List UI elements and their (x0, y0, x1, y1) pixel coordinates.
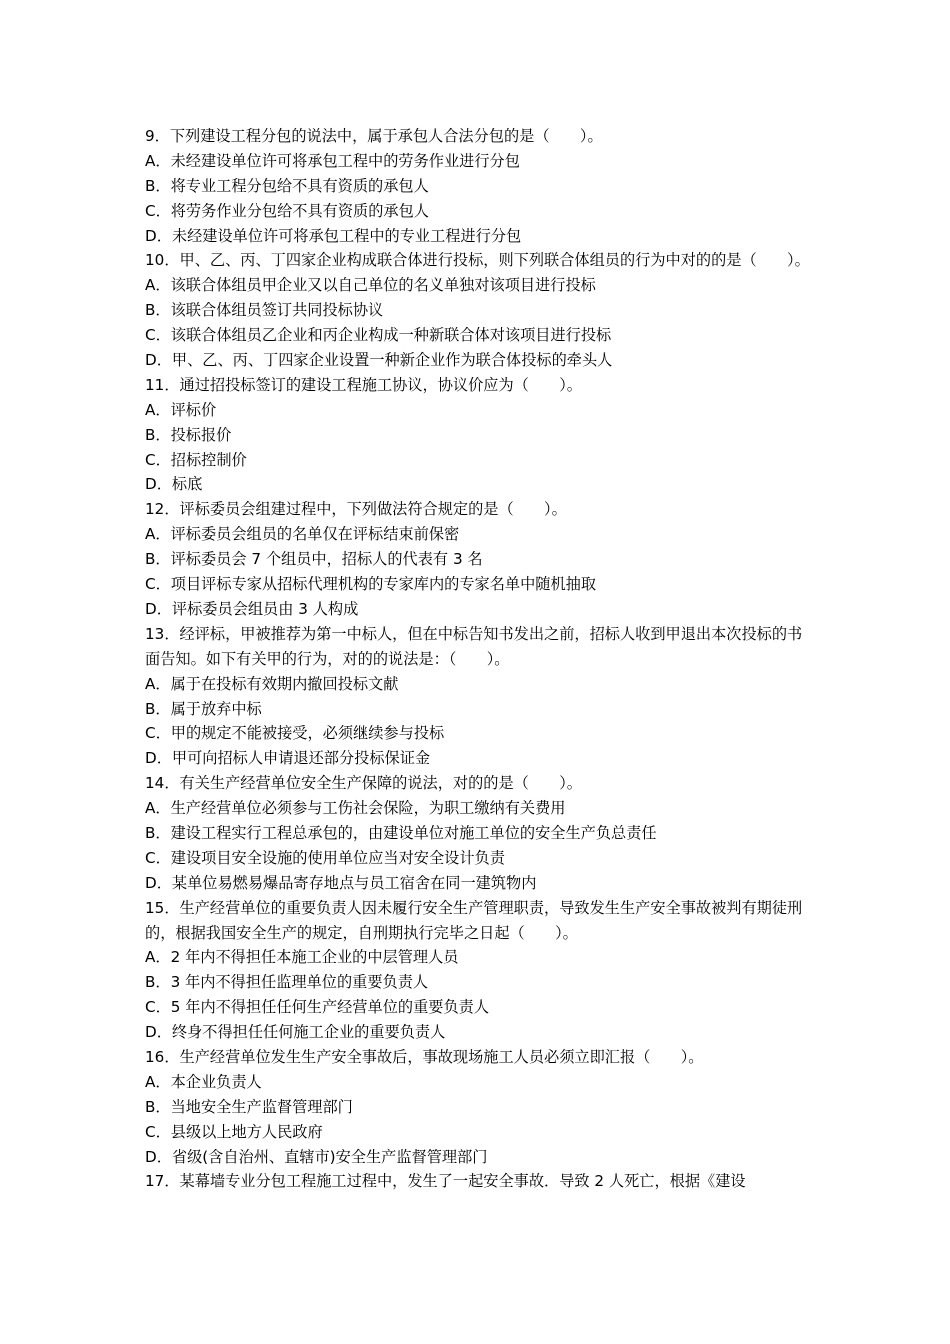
option-b: B．评标委员会 7 个组员中，招标人的代表有 3 名 (145, 550, 483, 569)
option-a: A．未经建设单位许可将承包工程中的劳务作业进行分包 (145, 151, 520, 170)
option-c: C．5 年内不得担任任何生产经营单位的重要负责人 (145, 998, 490, 1017)
question-stem: 15．生产经营单位的重要负责人因未履行安全生产管理职责，导致发生生产安全事故被判有期徒刑的，根据我国安全生产的规定，自刑期执行完毕之日起（ ）。 (145, 898, 803, 942)
option-c: C．该联合体组员乙企业和丙企业构成一种新联合体对该项目进行投标 (145, 326, 612, 345)
option-d: D．未经建设单位许可将承包工程中的专业工程进行分包 (145, 226, 522, 245)
question-stem: 11．通过招投标签订的建设工程施工协议，协议价应为（ ）。 (145, 375, 582, 394)
option-d: D．某单位易燃易爆品寄存地点与员工宿舍在同一建筑物内 (145, 873, 537, 892)
option-a: A．该联合体组员甲企业又以自己单位的名义单独对该项目进行投标 (145, 276, 596, 295)
question-stem: 13．经评标，甲被推荐为第一中标人，但在中标告知书发出之前，招标人收到甲退出本次投标的书面告知。如下有关甲的行为，对的的说法是：（ ）。 (145, 624, 803, 668)
question-stem: 9．下列建设工程分包的说法中，属于承包人合法分包的是（ ）。 (145, 127, 603, 145)
option-d: D．省级(含自治州、直辖市)安全生产监督管理部门 (145, 1147, 488, 1166)
question-stem: 10．甲、乙、丙、丁四家企业构成联合体进行投标，则下列联合体组员的行为中对的的是（ ）。 (145, 251, 810, 270)
question-11 (145, 373, 810, 497)
option-b: B．将专业工程分包给不具有资质的承包人 (145, 176, 429, 195)
option-a: A．评标价 (145, 400, 217, 419)
option-c: C．甲的规定不能被接受，必须继续参与投标 (145, 724, 445, 743)
option-d: D．评标委员会组员由 3 人构成 (145, 599, 359, 618)
question-stem: 17．某幕墙专业分包工程施工过程中，发生了一起安全事故．导致 2 人死亡，根据《建设 (145, 1172, 746, 1191)
option-a: A．生产经营单位必须参与工伤社会保险，为职工缴纳有关费用 (145, 799, 566, 818)
question-16 (145, 1045, 810, 1169)
question-9 (145, 124, 810, 248)
question-stem: 12．评标委员会组建过程中，下列做法符合规定的是（ ）。 (145, 500, 567, 519)
option-b: B．建设工程实行工程总承包的，由建设单位对施工单位的安全生产负总责任 (145, 823, 657, 842)
question-stem: 14．有关生产经营单位安全生产保障的说法，对的的是（ ）。 (145, 774, 582, 793)
option-c: C．建设项目安全设施的使用单位应当对安全设计负责 (145, 848, 505, 867)
option-b: B．该联合体组员签订共同投标协议 (145, 301, 384, 320)
question-17 (145, 1169, 810, 1194)
question-13 (145, 622, 810, 771)
option-c: C．招标控制价 (145, 450, 247, 469)
option-a: A．本企业负责人 (145, 1072, 262, 1091)
option-b: B．3 年内不得担任监理单位的重要负责人 (145, 973, 429, 992)
option-c: C．项目评标专家从招标代理机构的专家库内的专家名单中随机抽取 (145, 575, 597, 594)
option-c: C．县级以上地方人民政府 (145, 1122, 323, 1141)
option-b: B．属于放弃中标 (145, 699, 262, 718)
option-d: D．甲、乙、丙、丁四家企业设置一种新企业作为联合体投标的牵头人 (145, 351, 613, 370)
option-d: D．终身不得担任任何施工企业的重要负责人 (145, 1023, 446, 1042)
question-12 (145, 497, 810, 621)
question-15 (145, 896, 810, 1045)
option-a: A．2 年内不得担任本施工企业的中层管理人员 (145, 948, 459, 967)
question-10 (145, 248, 810, 372)
question-14 (145, 771, 810, 895)
option-d: D．甲可向招标人申请退还部分投标保证金 (145, 749, 431, 768)
option-b: B．当地安全生产监督管理部门 (145, 1097, 353, 1116)
question-list (145, 124, 810, 1194)
option-c: C．将劳务作业分包给不具有资质的承包人 (145, 201, 429, 220)
question-stem: 16．生产经营单位发生生产安全事故后，事故现场施工人员必须立即汇报（ ）。 (145, 1048, 704, 1067)
option-a: A．属于在投标有效期内撤回投标文献 (145, 674, 399, 693)
option-b: B．投标报价 (145, 425, 232, 444)
option-a: A．评标委员会组员的名单仅在评标结束前保密 (145, 525, 460, 544)
option-d: D．标底 (145, 475, 203, 494)
